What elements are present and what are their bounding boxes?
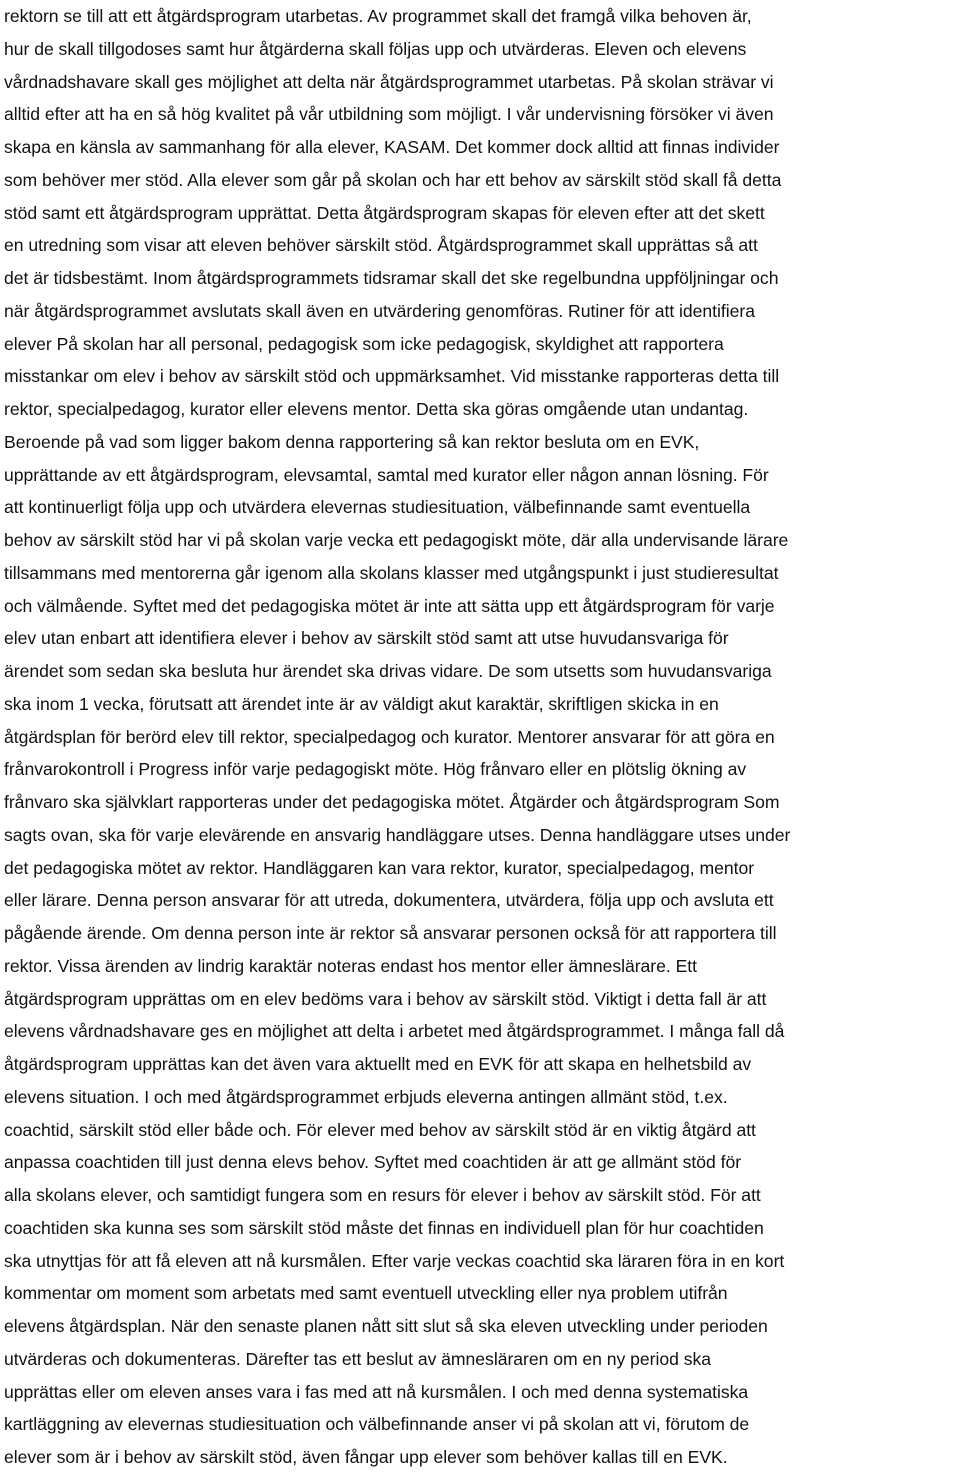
text-line: elev utan enbart att identifiera elever i behov av särskilt stöd samt att utse huvudansvariga för: [4, 628, 729, 649]
text-line: elever På skolan har all personal, pedagogisk som icke pedagogisk, skyldighet att rapportera: [4, 333, 724, 354]
text-line: vårdnadshavare skall ges möjlighet att delta när åtgärdsprogrammet utarbetas. På skolan strävar vi: [4, 71, 774, 92]
text-line: som behöver mer stöd. Alla elever som går på skolan och har ett behov av särskilt stöd skall få detta: [4, 169, 782, 190]
text-line: sagts ovan, ska för varje elevärende en ansvarig handläggare utses. Denna handläggare utses under: [4, 824, 791, 845]
text-line: rektorn se till att ett åtgärdsprogram utarbetas. Av programmet skall det framgå vilka behoven är,: [4, 6, 752, 26]
text-line: coachtid, särskilt stöd eller både och. För elever med behov av särskilt stöd är en viktig åtgärd att: [4, 1119, 756, 1140]
text-line: när åtgärdsprogrammet avslutats skall även en utvärdering genomföras. Rutiner för att identifiera: [4, 300, 755, 321]
text-line: en utredning som visar att eleven behöver särskilt stöd. Åtgärdsprogrammet skall upprättas så att: [4, 235, 758, 256]
text-line: stöd samt ett åtgärdsprogram upprättat. Detta åtgärdsprogram skapas för eleven efter att det skett: [4, 202, 765, 223]
text-line: anpassa coachtiden till just denna elevs behov. Syftet med coachtiden är att ge allmänt stöd för: [4, 1152, 742, 1173]
text-line: tillsammans med mentorerna går igenom alla skolans klasser med utgångspunkt i just studieresultat: [4, 562, 779, 583]
text-line: åtgärdsprogram upprättas om en elev bedöms vara i behov av särskilt stöd. Viktigt i detta fall är att: [4, 988, 767, 1009]
body-paragraph: [4, 0, 959, 1474]
text-line: rektor. Vissa ärenden av lindrig karaktär noteras endast hos mentor eller ämneslärare. Ett: [4, 955, 697, 976]
text-line: elevens situation. I och med åtgärdsprogrammet erbjuds eleverna antingen allmänt stöd, t.ex.: [4, 1086, 728, 1107]
text-line: Beroende på vad som ligger bakom denna rapportering så kan rektor besluta om en EVK,: [4, 431, 700, 452]
text-line: ärendet som sedan ska besluta hur ärendet ska drivas vidare. De som utsetts som huvudansvariga: [4, 661, 772, 681]
text-line: frånvaro ska självklart rapporteras under det pedagogiska mötet. Åtgärder och åtgärdsprogram Som: [4, 792, 780, 812]
text-line: och välmående. Syftet med det pedagogiska mötet är inte att sätta upp ett åtgärdsprogram för varje: [4, 595, 775, 616]
text-line: alltid efter att ha en så hög kvalitet på vår utbildning som möjligt. I vår undervisning försöker vi även: [4, 104, 774, 125]
text-line: alla skolans elever, och samtidigt fungera som en resurs för elever i behov av särskilt stöd. För att: [4, 1185, 761, 1205]
text-line: det är tidsbestämt. Inom åtgärdsprogrammets tidsramar skall det ske regelbundna uppföljningar och: [4, 268, 779, 288]
text-line: eller lärare. Denna person ansvarar för att utreda, dokumentera, utvärdera, följa upp och avsluta ett: [4, 890, 774, 911]
text-line: det pedagogiska mötet av rektor. Handläggaren kan vara rektor, kurator, specialpedagog, mentor: [4, 857, 755, 878]
text-line: upprättas eller om eleven anses vara i fas med att nå kursmålen. I och med denna systematiska: [4, 1381, 749, 1402]
text-line: elevens åtgärdsplan. När den senaste planen nått sitt slut så ska eleven utveckling under perioden: [4, 1316, 768, 1336]
text-line: frånvarokontroll i Progress inför varje pedagogiskt möte. Hög frånvaro eller en plötslig ökning av: [4, 759, 747, 780]
text-line: ska utnyttjas för att få eleven att nå kursmålen. Efter varje veckas coachtid ska läraren föra in en kort: [4, 1250, 785, 1271]
text-line: skapa en känsla av sammanhang för alla elever, KASAM. Det kommer dock alltid att finnas individer: [4, 137, 780, 157]
text-line: misstankar om elev i behov av särskilt stöd och uppmärksamhet. Vid misstanke rapporteras detta till: [4, 366, 780, 387]
text-line: kommentar om moment som arbetats med samt eventuell utveckling eller nya problem utifrån: [4, 1283, 728, 1304]
text-line: elevens vårdnadshavare ges en möjlighet att delta i arbetet med åtgärdsprogrammet. I många fall då: [4, 1021, 785, 1042]
document-page: [4, 0, 959, 1474]
text-line: att kontinuerligt följa upp och utvärdera elevernas studiesituation, välbefinnande samt eventuella: [4, 497, 751, 518]
text-line: kartläggning av elevernas studiesituation och välbefinnande anser vi på skolan att vi, förutom de: [4, 1414, 750, 1435]
text-line: coachtiden ska kunna ses som särskilt stöd måste det finnas en individuell plan för hur coachtiden: [4, 1217, 764, 1238]
text-line: elever som är i behov av särskilt stöd, även fångar upp elever som behöver kallas till en EVK.: [4, 1447, 728, 1467]
text-line: upprättande av ett åtgärdsprogram, elevsamtal, samtal med kurator eller någon annan lösning. För: [4, 464, 769, 485]
text-line: utvärderas och dokumenteras. Därefter tas ett beslut av ämnesläraren om en ny period ska: [4, 1348, 711, 1369]
text-line: ska inom 1 vecka, förutsatt att ärendet inte är av väldigt akut karaktär, skriftligen skicka in en: [4, 693, 719, 714]
text-line: hur de skall tillgodoses samt hur åtgärderna skall följas upp och utvärderas. Eleven och elevens: [4, 38, 747, 59]
text-line: åtgärdsplan för berörd elev till rektor, specialpedagog och kurator. Mentorer ansvarar för att göra en: [4, 726, 775, 747]
text-line: pågående ärende. Om denna person inte är rektor så ansvarar personen också för att rapportera till: [4, 923, 777, 943]
text-line: rektor, specialpedagog, kurator eller elevens mentor. Detta ska göras omgående utan undantag.: [4, 399, 749, 419]
text-line: behov av särskilt stöd har vi på skolan varje vecka ett pedagogiskt möte, där alla undervisande lärare: [4, 530, 789, 550]
text-line: åtgärdsprogram upprättas kan det även vara aktuellt med en EVK för att skapa en helhetsbild av: [4, 1054, 752, 1074]
